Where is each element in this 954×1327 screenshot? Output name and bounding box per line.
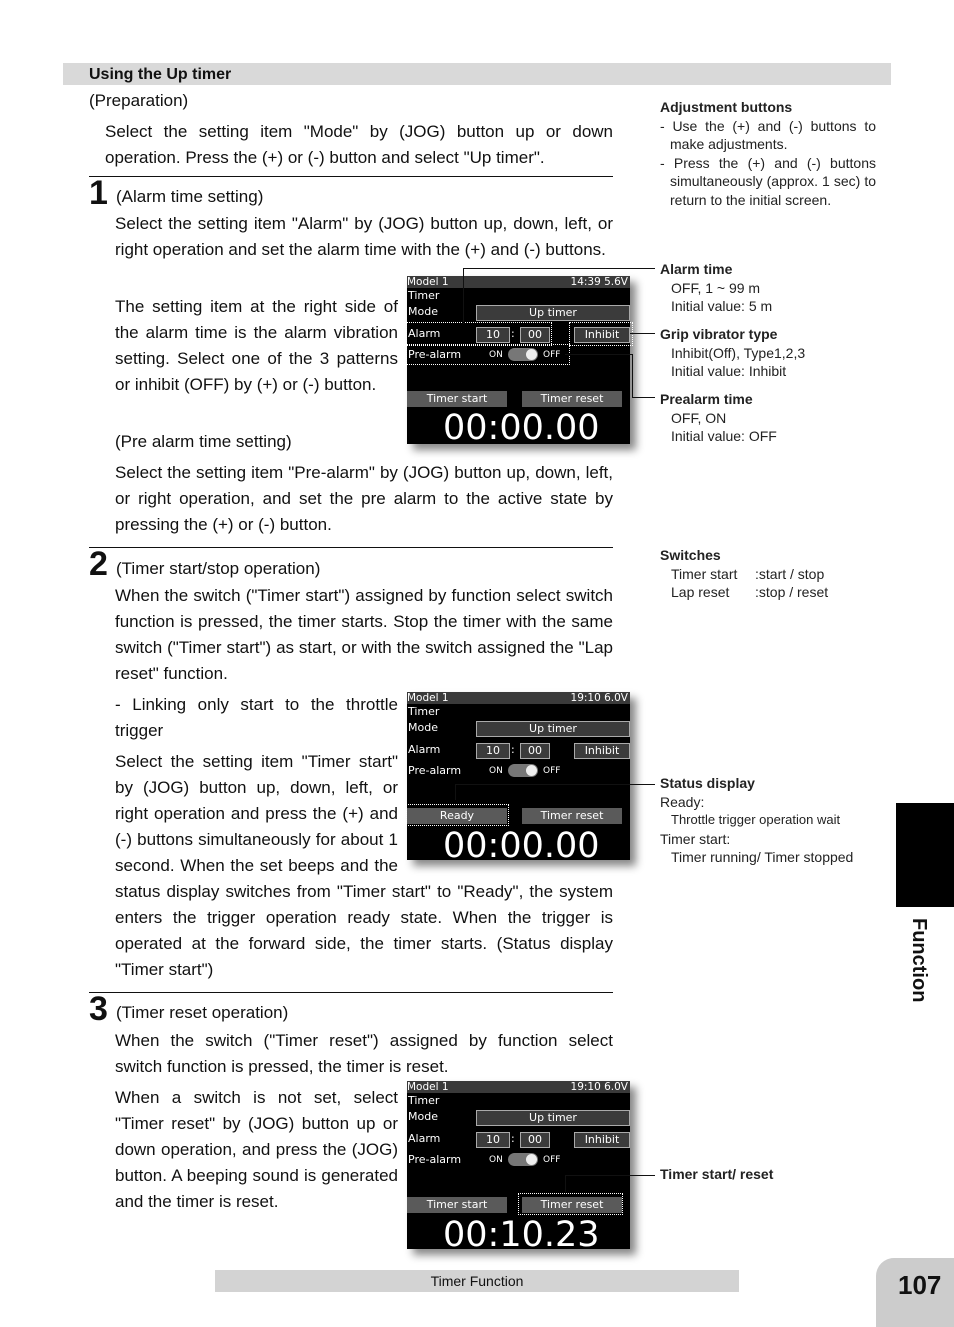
step-paragraph: When a switch is not set, select "Timer reset" by (JOG) button up or down operation, and press the (JOG) button. A beeping sound is generated and the timer is reset.	[115, 1088, 398, 1211]
callout-line	[632, 397, 655, 398]
step-title: (Timer reset operation)	[116, 1003, 289, 1022]
alarm-seconds[interactable]: 00	[520, 1132, 550, 1148]
timer-reset-button[interactable]: Timer reset	[522, 808, 622, 824]
note-text: Ready:	[660, 793, 705, 810]
step-paragraph: The setting item at the right side of the alarm time is the alarm vibration setting. Select one of the 3 patterns or inhibit (OFF) by (+) or (-) button.	[115, 297, 398, 394]
note-title: Adjustment buttons	[660, 99, 793, 115]
model-name: Model 1	[407, 1081, 449, 1093]
vibration-value[interactable]: Inhibit	[574, 743, 630, 759]
step-subtitle: (Pre alarm time setting)	[115, 432, 292, 451]
timer-start-button[interactable]: Timer start	[407, 1197, 507, 1213]
mode-value[interactable]: Up timer	[476, 721, 630, 737]
alarm-seconds[interactable]: 00	[520, 327, 550, 343]
ready-status-button[interactable]: Ready	[407, 808, 507, 824]
section-title: Using the Up timer	[89, 66, 232, 83]
note-text: Lap reset	[671, 584, 730, 600]
mode-label: Mode	[408, 305, 438, 318]
alarm-label: Alarm	[408, 743, 441, 756]
mode-value[interactable]: Up timer	[476, 1110, 630, 1126]
vibration-value[interactable]: Inhibit	[574, 327, 630, 343]
off-label: OFF	[543, 1155, 561, 1165]
alarm-separator: :	[511, 327, 515, 340]
screen-title: Timer	[408, 289, 440, 302]
note-text: OFF, ON	[671, 409, 727, 426]
transmitter-screen	[407, 276, 630, 448]
note-text: Timer start	[671, 565, 738, 582]
prealarm-toggle[interactable]	[508, 1153, 538, 1166]
note-text: Initial value: 5 m	[671, 298, 773, 314]
transmitter-screen	[407, 692, 630, 866]
status-note	[660, 774, 853, 867]
reset-note	[660, 1165, 773, 1184]
timer-reset-button[interactable]: Timer reset	[522, 391, 622, 407]
side-tab-label: Function	[908, 918, 930, 1003]
step-number: 2	[89, 545, 108, 583]
step-title: (Alarm time setting)	[116, 187, 264, 206]
note-title: Switches	[660, 547, 721, 563]
mode-label: Mode	[408, 721, 438, 734]
switches-note	[660, 546, 828, 602]
screen-header	[407, 276, 630, 288]
note-text: Throttle trigger operation wait	[671, 812, 841, 827]
step-paragraph: - Linking only start to the throttle trigger	[115, 695, 398, 740]
timer-display: 00:00.00	[443, 826, 600, 866]
highlight-frame	[408, 346, 568, 363]
grip-note	[660, 325, 805, 381]
callout-line	[455, 784, 655, 785]
alarm-seconds[interactable]: 00	[520, 743, 550, 759]
prealarm-toggle[interactable]	[508, 764, 538, 777]
prealarm-label: Pre-alarm	[408, 1153, 462, 1166]
status-readout: 19:10 6.0V	[570, 692, 628, 704]
timer-reset-button[interactable]: Timer reset	[522, 1197, 622, 1213]
step-title: (Timer start/stop operation)	[116, 559, 321, 578]
footer-title: Timer Function	[215, 1270, 739, 1292]
prep-label: (Preparation)	[89, 91, 189, 110]
prealarm-label: Pre-alarm	[408, 764, 462, 777]
note-text: Initial value: Inhibit	[671, 363, 787, 379]
callout-line	[630, 333, 655, 334]
model-name: Model 1	[407, 276, 449, 288]
side-tab-marker	[896, 803, 954, 907]
prealarm-note	[660, 390, 777, 446]
highlight-frame	[520, 1195, 621, 1213]
note-text: Timer running/ Timer stopped	[671, 849, 854, 865]
alarm-minutes[interactable]: 10	[476, 327, 510, 343]
highlight-frame	[571, 324, 631, 344]
note-text: Inhibit(Off), Type1,2,3	[671, 344, 806, 361]
callout-line	[565, 1175, 566, 1192]
note-text: Timer start:	[660, 830, 731, 847]
vibration-value[interactable]: Inhibit	[574, 1132, 630, 1148]
note-title: Grip vibrator type	[660, 326, 778, 342]
screen-header	[407, 692, 630, 704]
screen-header	[407, 1081, 630, 1093]
model-name: Model 1	[407, 692, 449, 704]
status-readout: 19:10 6.0V	[570, 1081, 628, 1093]
note-title: Timer start/ reset	[660, 1166, 774, 1182]
callout-line	[565, 1175, 655, 1176]
step-paragraph: When the switch ("Timer reset") assigned by function select switch function is pressed, the timer is reset.	[115, 1031, 613, 1076]
off-label: OFF	[543, 350, 561, 360]
note-text: - Use the (+) and (-) buttons to make adjustments.	[660, 117, 876, 152]
divider	[89, 176, 613, 177]
highlight-frame	[408, 806, 507, 824]
alarm-label: Alarm	[408, 327, 441, 340]
transmitter-screen	[407, 1081, 630, 1255]
note-title: Prealarm time	[660, 391, 753, 407]
step-paragraph: Select the setting item "Alarm" by (JOG) button up, down, left, or right operation and set the alarm time with the (+) and (-) buttons.	[115, 214, 613, 259]
note-text: :start / stop	[755, 565, 825, 582]
alarm-note	[660, 260, 772, 316]
alarm-minutes[interactable]: 10	[476, 743, 510, 759]
note-text: Initial value: OFF	[671, 428, 777, 444]
note-text: OFF, 1 ~ 99 m	[671, 279, 761, 296]
on-label: ON	[489, 766, 503, 776]
note-title: Status display	[660, 775, 755, 791]
divider	[89, 547, 613, 548]
timer-display: 00:00.00	[443, 408, 600, 448]
prealarm-label: Pre-alarm	[408, 348, 462, 361]
status-readout: 14:39 5.6V	[570, 276, 628, 288]
adjustment-note	[660, 98, 876, 209]
note-text: :stop / reset	[755, 584, 829, 600]
callout-line	[455, 784, 456, 800]
step-paragraph: Select the setting item "Pre-alarm" by (JOG) button up, down, left, or right operation, and set the pre alarm to the active state by pressing the (+) or (-) button.	[115, 463, 613, 534]
mode-label: Mode	[408, 1110, 438, 1123]
step-number: 1	[89, 174, 108, 212]
page-number: 107	[898, 1270, 942, 1300]
off-label: OFF	[543, 766, 561, 776]
timer-start-button[interactable]: Timer start	[407, 391, 507, 407]
screen-title: Timer	[408, 705, 440, 718]
mode-value[interactable]: Up timer	[476, 305, 630, 321]
callout-line	[463, 268, 464, 324]
note-title: Alarm time	[660, 261, 733, 277]
highlight-frame	[408, 324, 550, 344]
note-text: - Press the (+) and (-) buttons simultaneously (approx. 1 sec) to return to the initial screen.	[660, 154, 876, 208]
divider	[89, 992, 613, 993]
step-number: 3	[89, 990, 108, 1028]
screen-title: Timer	[408, 1094, 440, 1107]
on-label: ON	[489, 350, 503, 360]
alarm-separator: :	[511, 1132, 515, 1145]
timer-display: 00:10.23	[443, 1215, 600, 1255]
callout-line	[632, 354, 633, 397]
alarm-minutes[interactable]: 10	[476, 1132, 510, 1148]
on-label: ON	[489, 1155, 503, 1165]
alarm-label: Alarm	[408, 1132, 441, 1145]
callout-line	[463, 268, 655, 269]
callout-line	[565, 354, 632, 355]
step-text: Select the setting item "Timer start" by (JOG) button up, down, left, or right operation and press the (+) and (-) buttons simultaneously for about 1 second. When the set beeps and the status display switches from "Timer start" to "Ready", the system enters the trigger operation ready state. When the trigger is operated at the forward side, the timer starts. (Status display "Timer start")	[115, 752, 613, 979]
step-paragraph: When the switch ("Timer start") assigned by function select switch function is pressed, the timer starts. Stop the timer with the same switch ("Timer start") as start, or with the switch assigned the "Lap reset" function.	[115, 586, 613, 683]
alarm-separator: :	[511, 743, 515, 756]
prep-text: Select the setting item "Mode" by (JOG) button up or down operation. Press the (+) or (-) button and select "Up timer".	[105, 122, 613, 167]
